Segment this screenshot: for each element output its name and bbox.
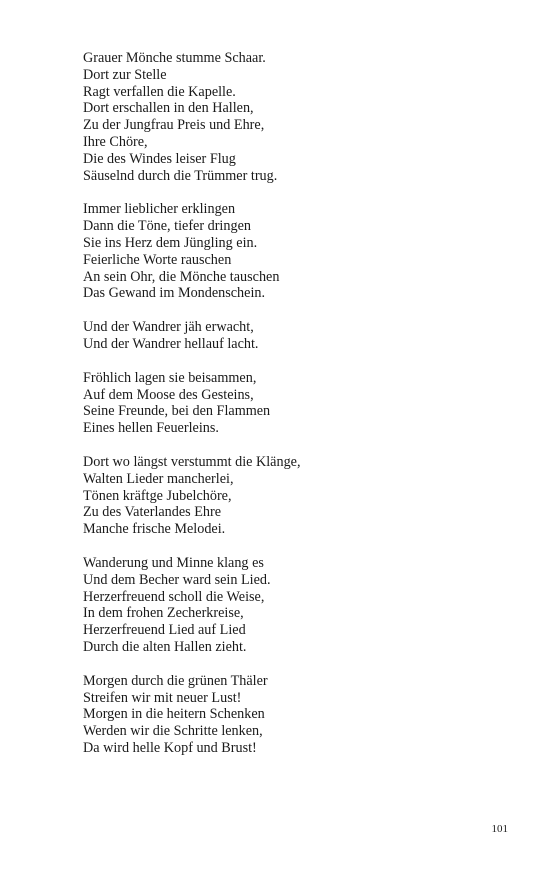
poem-line: Und der Wandrer hellauf lacht.: [83, 335, 259, 352]
poem-line: Herzerfreuend scholl die Weise,: [83, 588, 265, 605]
stanza: [83, 555, 523, 656]
poem-line: Ragt verfallen die Kapelle.: [83, 83, 236, 100]
poem-line: An sein Ohr, die Mönche tauschen: [83, 268, 280, 285]
poem-line: Zu der Jungfrau Preis und Ehre,: [83, 117, 265, 134]
poem-line: Da wird helle Kopf und Brust!: [83, 739, 257, 756]
poem-line: Sie ins Herz dem Jüngling ein.: [83, 234, 258, 251]
poem-line: Dort wo längst verstummt die Klänge,: [83, 453, 301, 470]
poem-line: Zu des Vaterlandes Ehre: [83, 504, 222, 521]
poem-line: Morgen durch die grünen Thäler: [83, 672, 268, 689]
page-number: 101: [491, 823, 508, 835]
poem-line: Säuselnd durch die Trümmer trug.: [83, 167, 278, 184]
stanza: [83, 50, 523, 184]
stanza: [83, 673, 523, 757]
poem-line: Manche frische Melodei.: [83, 521, 226, 538]
poem-line: Dort erschallen in den Hallen,: [83, 100, 254, 117]
poem-body: [83, 50, 523, 774]
poem-line: Dort zur Stelle: [83, 66, 167, 83]
poem-line: Streifen wir mit neuer Lust!: [83, 689, 242, 706]
poem-line: Ihre Chöre,: [83, 133, 148, 150]
poem-line: In dem frohen Zecherkreise,: [83, 605, 244, 622]
poem-line: Herzerfreuend Lied auf Lied: [83, 622, 246, 639]
poem-line: Die des Windes leiser Flug: [83, 150, 236, 167]
poem-line: Fröhlich lagen sie beisammen,: [83, 369, 257, 386]
poem-line: Eines hellen Feuerleins.: [83, 420, 219, 437]
poem-line: Dann die Töne, tiefer dringen: [83, 218, 251, 235]
poem-line: Und der Wandrer jäh erwacht,: [83, 319, 254, 336]
poem-line: Seine Freunde, bei den Flammen: [83, 403, 271, 420]
poem-line: Auf dem Moose des Gesteins,: [83, 386, 254, 403]
poem-line: Wanderung und Minne klang es: [83, 554, 264, 571]
poem-line: Immer lieblicher erklingen: [83, 201, 236, 218]
poem-line: Werden wir die Schritte lenken,: [83, 723, 263, 740]
poem-line: Tönen kräftge Jubelchöre,: [83, 487, 232, 504]
poem-line: Morgen in die heitern Schenken: [83, 706, 265, 723]
stanza: [83, 319, 523, 353]
stanza: [83, 201, 523, 302]
poem-line: Feierliche Worte rauschen: [83, 251, 232, 268]
poem-line: Grauer Mönche stumme Schaar.: [83, 50, 266, 66]
poem-line: Das Gewand im Mondenschein.: [83, 285, 266, 302]
poem-line: Durch die alten Hallen zieht.: [83, 638, 247, 655]
poem-line: Walten Lieder mancherlei,: [83, 470, 234, 487]
stanza: [83, 454, 523, 538]
poem-line: Und dem Becher ward sein Lied.: [83, 571, 271, 588]
stanza: [83, 370, 523, 437]
